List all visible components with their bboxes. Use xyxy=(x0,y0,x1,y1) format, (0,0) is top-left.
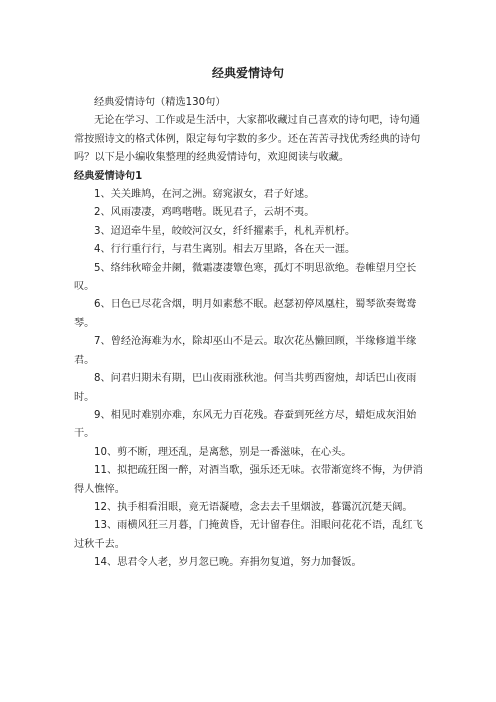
intro-paragraph: 无论在学习、工作或是生活中，大家都收藏过自己喜欢的诗句吧，诗句通常按照诗文的格式体例，限定每句字数的多少。还在苦苦寻找优秀经典的诗句吗？以下是小编收集整理的经典爱情诗句，欢迎阅读与收藏。 xyxy=(74,115,421,164)
intro-subtitle: 经典爱情诗句（精选130句） xyxy=(94,97,226,108)
poem-line: 12、执手相看泪眼，竟无语凝噎，念去去千里烟波，暮霭沉沉楚天阔。 xyxy=(94,501,413,513)
poem-line: 14、思君令人老，岁月忽已晚。弃捐勿复道，努力加餐饭。 xyxy=(94,557,362,569)
poem-line: 4、行行重行行，与君生离别。相去万里路，各在天一涯。 xyxy=(94,244,356,256)
document-title: 经典爱情诗句 xyxy=(211,66,284,80)
document-body xyxy=(74,94,424,573)
poem-line: 2、风雨凄凄，鸡鸣喈喈。既见君子，云胡不夷。 xyxy=(94,207,315,219)
poem-line: 6、日色已尽花含烟，明月如素愁不眠。赵瑟初停凤凰柱，蜀琴欲奏鸳鸯琴。 xyxy=(74,299,417,329)
poem-line: 8、问君归期未有期，巴山夜雨涨秋池。何当共剪西窗烛，却话巴山夜雨时。 xyxy=(74,373,417,403)
poem-line: 3、迢迢牵牛星，皎皎河汉女，纤纤擢素手，札札弄机杼。 xyxy=(94,225,356,237)
poem-line: 13、雨横风狂三月暮，门掩黄昏，无计留春住。泪眼问花花不语，乱红飞过秋千去。 xyxy=(74,520,423,550)
poem-line: 1、关关雎鸠，在河之洲。窈窕淑女，君子好逑。 xyxy=(94,189,315,201)
poem-line: 11、拟把疏狂图一醉，对酒当歌，强乐还无味。衣带渐宽终不悔，为伊消得人憔悴。 xyxy=(74,465,423,495)
poem-line: 9、相见时难别亦难，东风无力百花残。春蚕到死丝方尽，蜡炬成灰泪始干。 xyxy=(74,409,417,440)
poem-line: 5、络纬秋啼金井阑，微霜凄凄簟色寒，孤灯不明思欲绝。卷帷望月空长叹。 xyxy=(74,262,417,293)
poem-line: 7、曾经沧海难为水，除却巫山不是云。取次花丛懒回顾，半缘修道半缘君。 xyxy=(74,336,417,366)
section-heading: 经典爱情诗句1 xyxy=(74,170,143,182)
poem-line: 10、剪不断，理还乱，是离愁，别是一番滋味，在心头。 xyxy=(94,446,352,458)
